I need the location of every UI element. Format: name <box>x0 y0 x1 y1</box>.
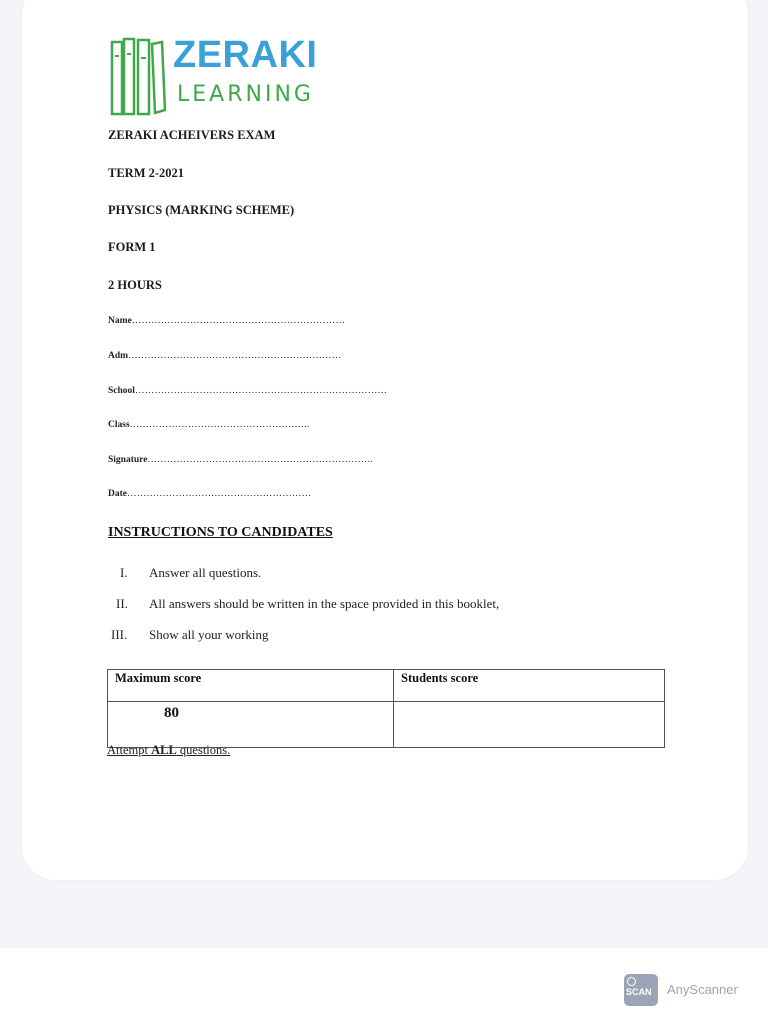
scan-app-icon <box>624 974 658 1006</box>
logo-subtitle: LEARNING <box>177 82 314 107</box>
max-score-header: Maximum score <box>108 670 394 702</box>
instruction-text: Show all your working <box>149 627 269 642</box>
duration-label: 2 HOURS <box>108 278 162 292</box>
attempt-suffix: questions. <box>176 743 231 757</box>
date-field[interactable] <box>108 489 311 499</box>
adm-field[interactable] <box>108 351 341 361</box>
name-field-dots: ………………………………………………………… <box>131 316 346 326</box>
date-field-label: Date <box>108 489 127 499</box>
school-field[interactable] <box>108 386 387 396</box>
instructions-heading: INSTRUCTIONS TO CANDIDATES <box>108 525 333 540</box>
attempt-all: ALL <box>151 743 177 757</box>
instruction-text: All answers should be written in the space provided in this booklet, <box>149 596 500 611</box>
signature-field[interactable] <box>108 455 373 465</box>
score-table <box>107 669 665 748</box>
class-field-dots: ……………………………………………….. <box>129 420 310 430</box>
school-field-dots: …………………………………………………………………… <box>134 386 388 396</box>
name-field-label: Name <box>108 316 132 326</box>
adm-field-dots: ………………………………………………………… <box>128 351 342 361</box>
adm-field-label: Adm <box>108 351 129 361</box>
scan-icon-text: SCAN <box>626 987 652 997</box>
max-score-value: 80 <box>108 702 394 748</box>
instruction-number: II. <box>116 596 128 611</box>
term-label: TERM 2-2021 <box>108 166 185 180</box>
subject-label: PHYSICS (MARKING SCHEME) <box>108 203 295 217</box>
school-field-label: School <box>108 386 135 396</box>
name-field[interactable] <box>108 316 345 326</box>
instruction-number: I. <box>120 565 128 580</box>
attempt-prefix: Attempt <box>107 743 152 757</box>
student-score-value[interactable] <box>394 702 665 748</box>
instruction-number: III. <box>111 627 128 642</box>
signature-field-dots: ……………………………………………………………. <box>147 455 374 465</box>
scanner-brand: AnyScanner <box>667 982 738 997</box>
student-score-header: Students score <box>394 670 665 702</box>
class-field-label: Class <box>108 420 130 430</box>
date-field-dots: ………………………………………………… <box>127 489 312 499</box>
instruction-text: Answer all questions. <box>149 565 262 580</box>
scan-lens-icon <box>627 977 636 986</box>
books-logo-icon <box>110 36 166 116</box>
zeraki-logo <box>110 34 318 118</box>
form-label: FORM 1 <box>108 240 156 254</box>
logo-wordmark: ZERAKI <box>173 34 318 76</box>
signature-field-label: Signature <box>108 455 148 465</box>
class-field[interactable] <box>108 420 309 430</box>
attempt-note <box>107 743 230 758</box>
exam-title: ZERAKI ACHEIVERS EXAM <box>108 128 276 142</box>
